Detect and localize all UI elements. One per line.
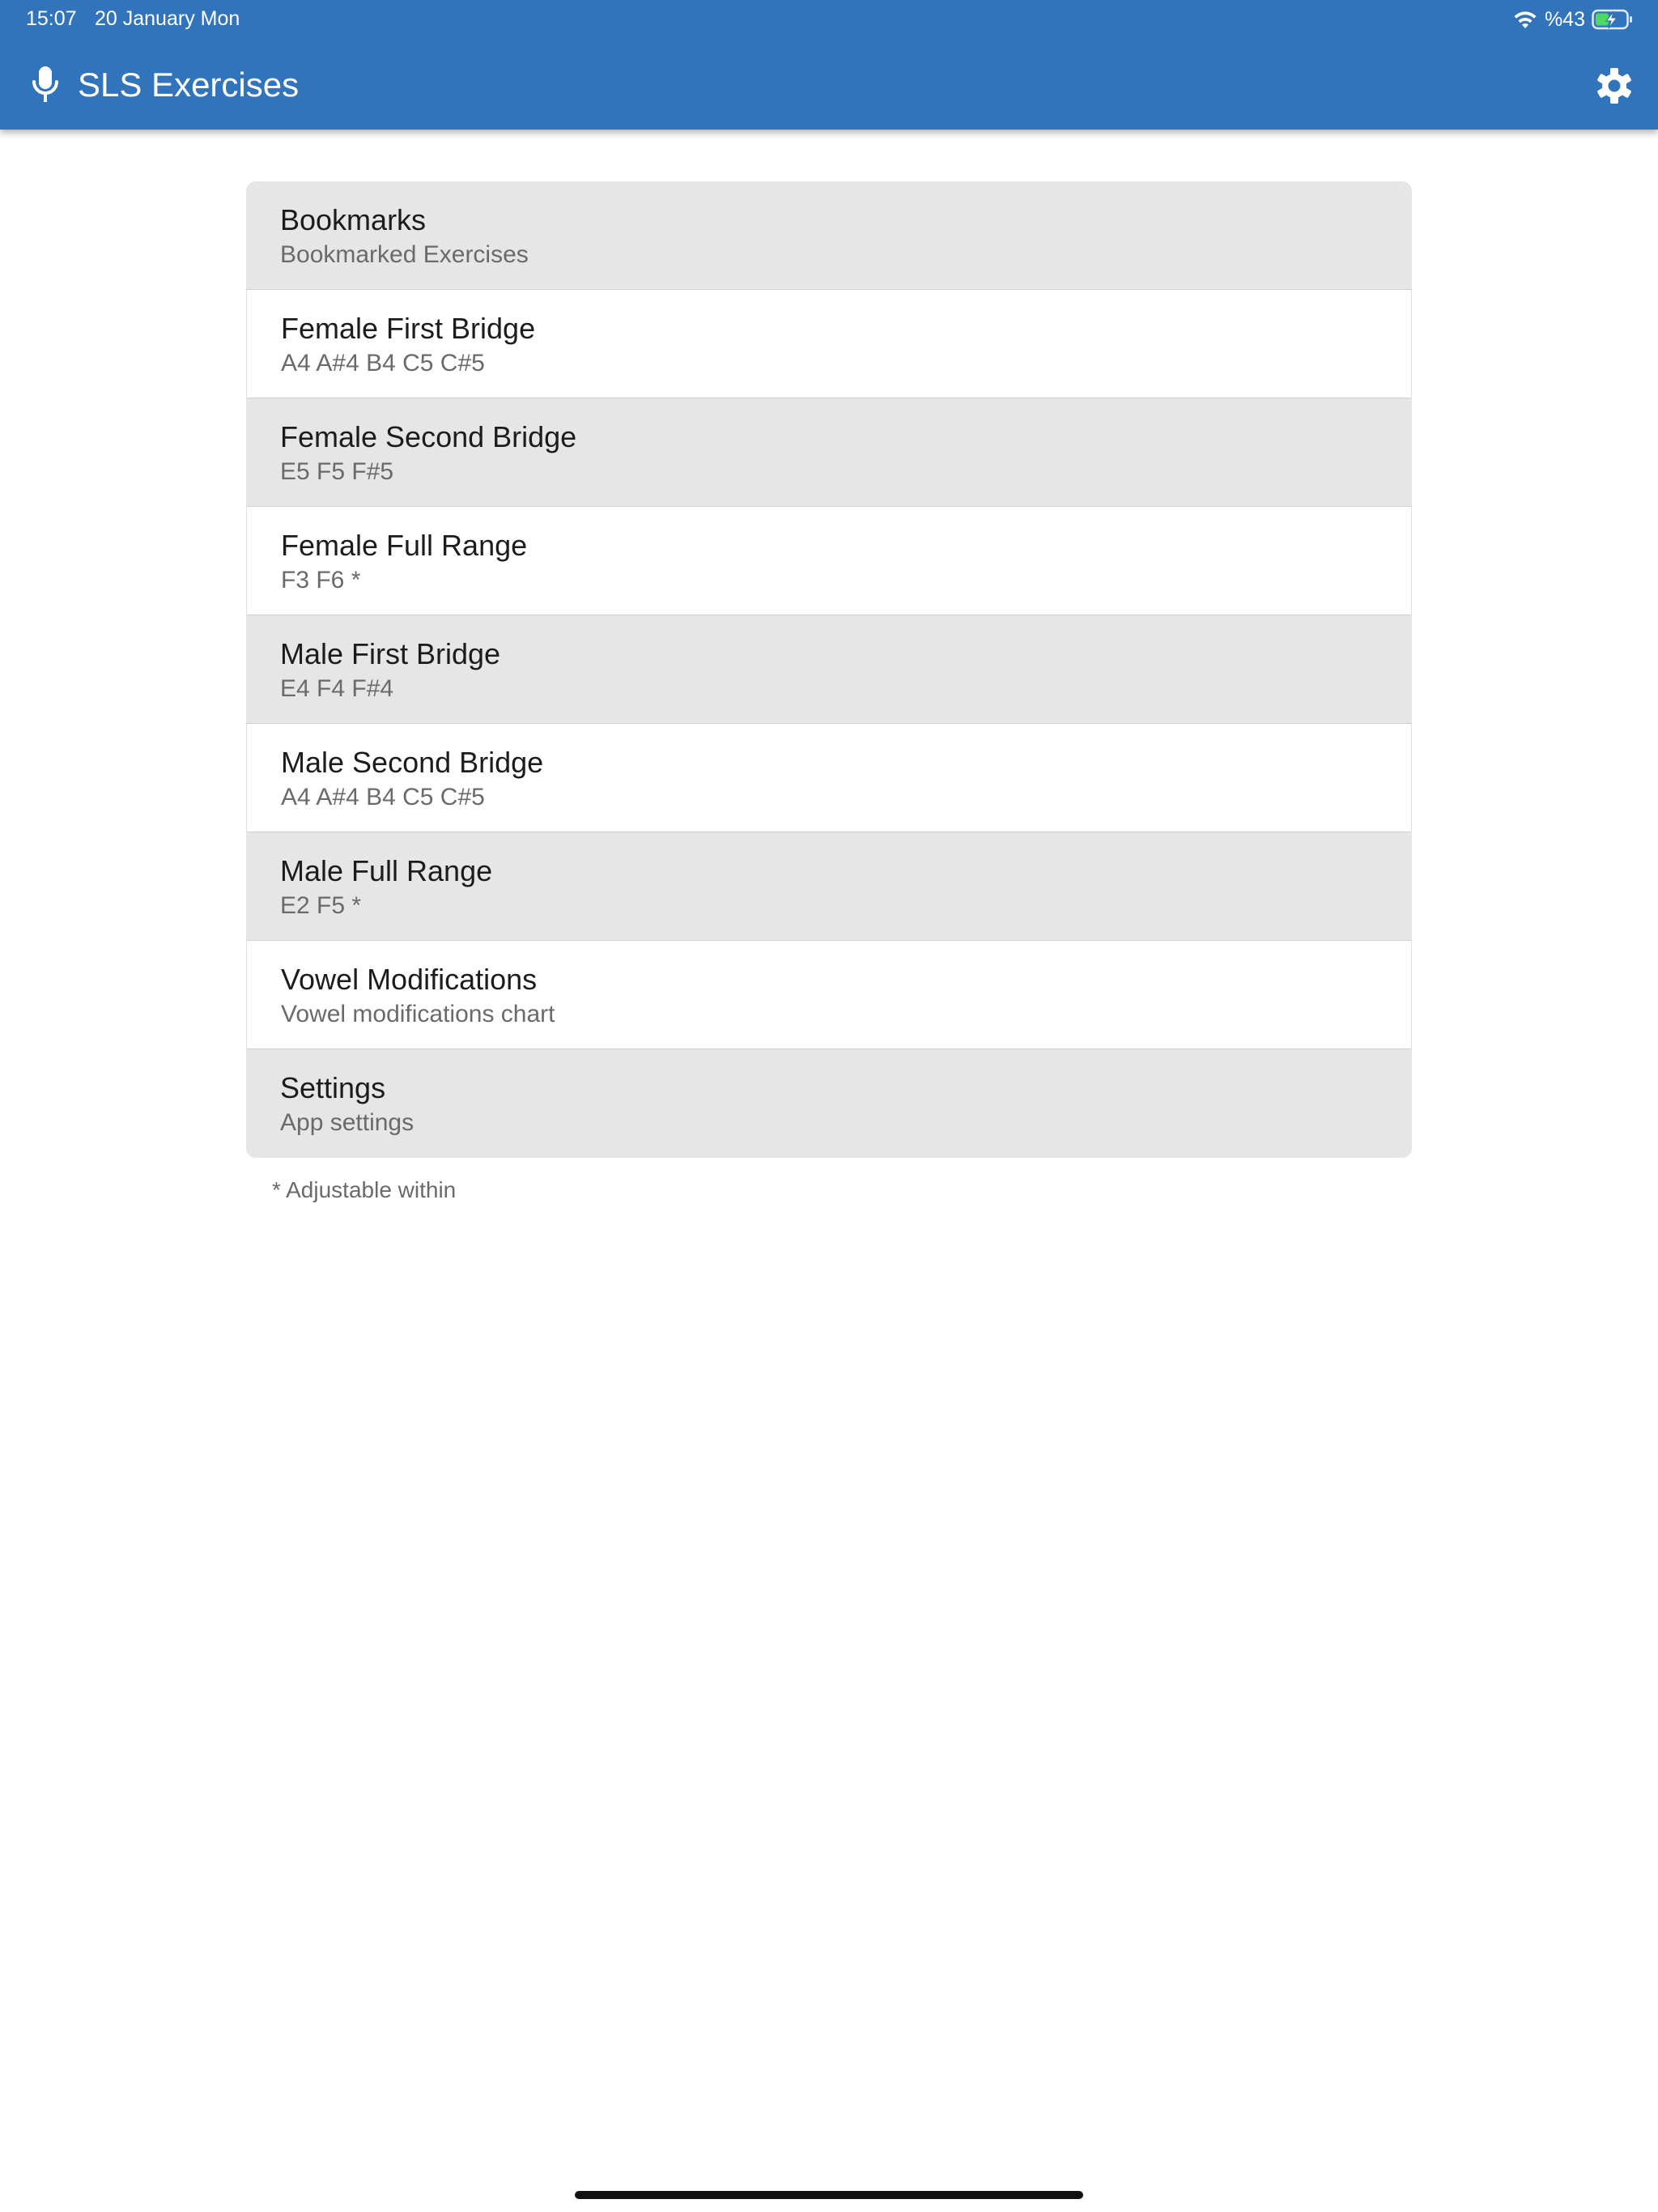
menu-item-subtitle: Vowel modifications chart — [281, 1001, 555, 1027]
menu-item-title: Vowel Modifications — [281, 963, 538, 996]
battery-charging-icon — [1592, 8, 1634, 31]
menu-item-male-full-range[interactable] — [246, 832, 1412, 941]
menu-item-title: Male Second Bridge — [281, 746, 544, 779]
menu-item-subtitle: A4 A#4 B4 C5 C#5 — [281, 350, 485, 376]
menu-item-female-second-bridge[interactable] — [246, 398, 1412, 507]
menu-item-subtitle: A4 A#4 B4 C5 C#5 — [281, 784, 485, 810]
status-bar — [0, 0, 1658, 39]
menu-item-title: Bookmarks — [280, 203, 427, 236]
menu-item-subtitle: Bookmarked Exercises — [280, 241, 529, 268]
status-date: 20 January Mon — [95, 7, 240, 30]
menu-item-settings[interactable] — [246, 1049, 1412, 1158]
title-bar — [0, 49, 1658, 123]
footnote: * Adjustable within — [272, 1177, 457, 1202]
gear-icon[interactable] — [1592, 63, 1637, 108]
menu-item-subtitle: F3 F6 * — [281, 567, 361, 593]
menu-item-male-second-bridge[interactable] — [246, 724, 1412, 832]
menu-item-title: Female Full Range — [281, 529, 528, 562]
exercise-menu — [246, 181, 1412, 1158]
menu-item-subtitle: E5 F5 F#5 — [280, 458, 394, 485]
microphone-icon[interactable] — [29, 65, 62, 105]
menu-item-subtitle: E2 F5 * — [280, 892, 362, 919]
menu-item-subtitle: E4 F4 F#4 — [280, 675, 394, 702]
status-indicators — [1512, 5, 1634, 34]
menu-item-female-full-range[interactable] — [246, 507, 1412, 615]
app-title: SLS Exercises — [78, 66, 300, 104]
menu-item-title: Settings — [280, 1071, 386, 1104]
menu-item-female-first-bridge[interactable] — [246, 290, 1412, 398]
home-indicator[interactable] — [575, 2191, 1083, 2199]
status-time: 15:07 — [26, 7, 77, 30]
menu-item-vowel-modifications[interactable] — [246, 941, 1412, 1049]
wifi-icon — [1512, 9, 1538, 30]
menu-item-subtitle: App settings — [280, 1109, 414, 1136]
menu-item-title: Male Full Range — [280, 854, 493, 887]
menu-item-bookmarks[interactable] — [246, 181, 1412, 290]
menu-item-title: Male First Bridge — [280, 637, 501, 670]
app-bar — [0, 0, 1658, 130]
battery-percent: %43 — [1544, 7, 1585, 31]
menu-item-title: Female First Bridge — [281, 312, 536, 345]
menu-item-male-first-bridge[interactable] — [246, 615, 1412, 724]
menu-item-title: Female Second Bridge — [280, 420, 577, 453]
